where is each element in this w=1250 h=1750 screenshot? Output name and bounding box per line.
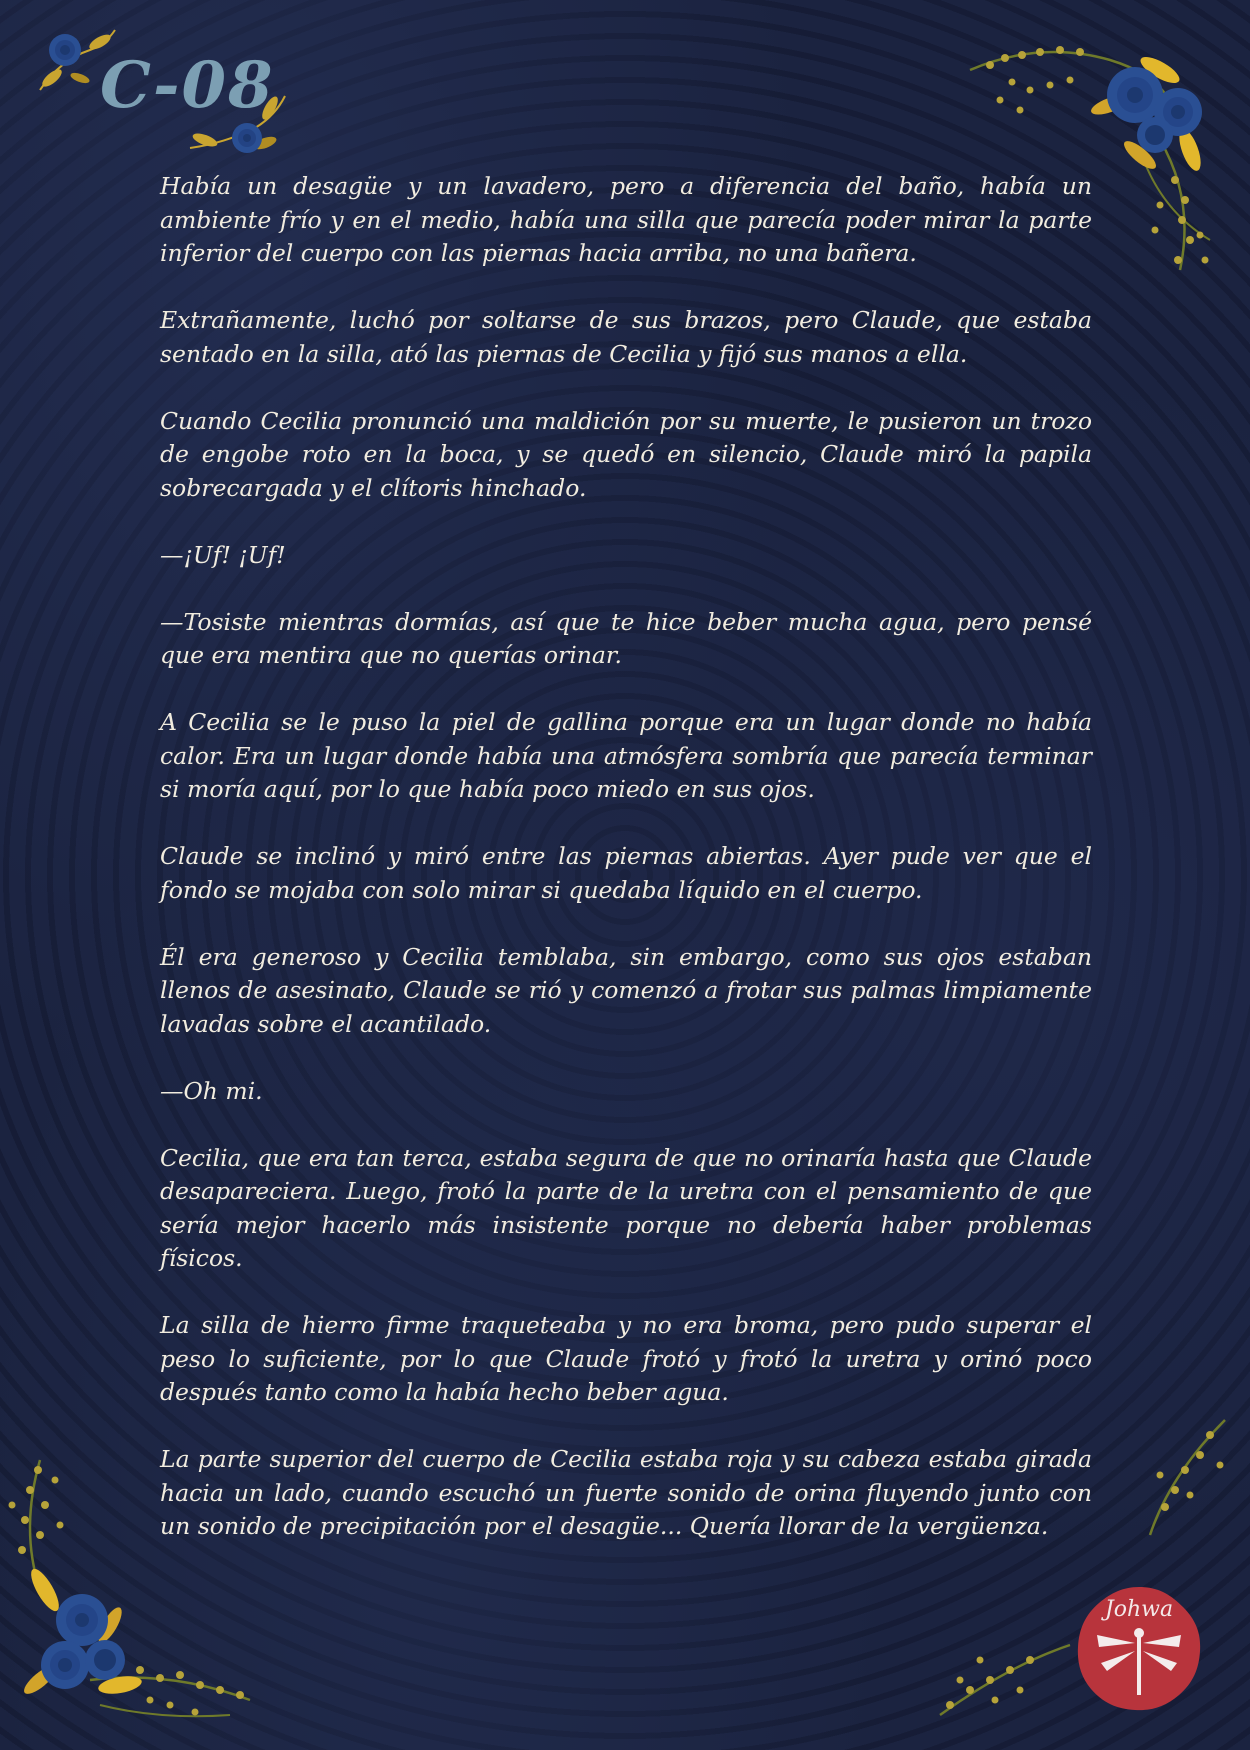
paragraph: Claude se inclinó y miró entre las piernas abiertas. Ayer pude ver que el fondo se mojaba con solo mirar si quedaba líquido en el cuerpo. <box>160 842 1092 904</box>
paragraph: La silla de hierro firme traqueteaba y no era broma, pero pudo superar el peso lo suficiente, por lo que Claude frotó y frotó la uretra y orinó poco después tanto como la había hecho beber agua. <box>160 1311 1092 1406</box>
dragonfly-icon <box>1073 1583 1205 1715</box>
watermark-text: Johwa <box>1104 1597 1174 1622</box>
paragraph: A Cecilia se le puso la piel de gallina porque era un lugar donde no había calor. Era un lugar donde había una atmósfera sombría que parecía terminar si moría aquí, por lo que había poco miedo en sus ojos. <box>160 708 1092 803</box>
dialogue-line: —Oh mi. <box>160 1076 263 1105</box>
dialogue-line: —Tosiste mientras dormías, así que te hice beber mucha agua, pero pensé que era mentira que no querías orinar. <box>160 607 1092 669</box>
story-text <box>160 170 1092 1577</box>
page-label: C-08 <box>100 48 275 123</box>
paragraph: Cecilia, que era tan terca, estaba segura de que no orinaría hasta que Claude desapareciera. Luego, frotó la parte de la uretra con el pensamiento de que sería mejor hacerlo más insistente porque no debería haber problemas físicos. <box>160 1143 1092 1272</box>
paragraph: Cuando Cecilia pronunció una maldición por su muerte, le pusieron un trozo de engobe roto en la boca, y se quedó en silencio, Claude miró la papila sobrecargada y el clítoris hinchado. <box>160 406 1092 502</box>
paragraph: Había un desagüe y un lavadero, pero a diferencia del baño, había un ambiente frío y en el medio, había una silla que parecía poder mirar la parte inferior del cuerpo con las piernas hacia arriba, no una bañera. <box>160 172 1092 267</box>
paragraph: La parte superior del cuerpo de Cecilia estaba roja y su cabeza estaba girada hacia un lado, cuando escuchó un fuerte sonido de orina fluyendo junto con un sonido de precipitación por el desagüe... Quería llorar de la vergüenza. <box>160 1445 1092 1540</box>
johwa-badge <box>1073 1583 1205 1715</box>
paragraph: Él era generoso y Cecilia temblaba, sin embargo, como sus ojos estaban llenos de asesinato, Claude se rió y comenzó a frotar sus palmas limpiamente lavadas sobre el acantilado. <box>160 942 1092 1038</box>
paragraph: Extrañamente, luchó por soltarse de sus brazos, pero Claude, que estaba sentado en la silla, ató las piernas de Cecilia y fijó sus manos a ella. <box>160 306 1092 368</box>
dialogue-line: —¡Uf! ¡Uf! <box>160 540 286 569</box>
